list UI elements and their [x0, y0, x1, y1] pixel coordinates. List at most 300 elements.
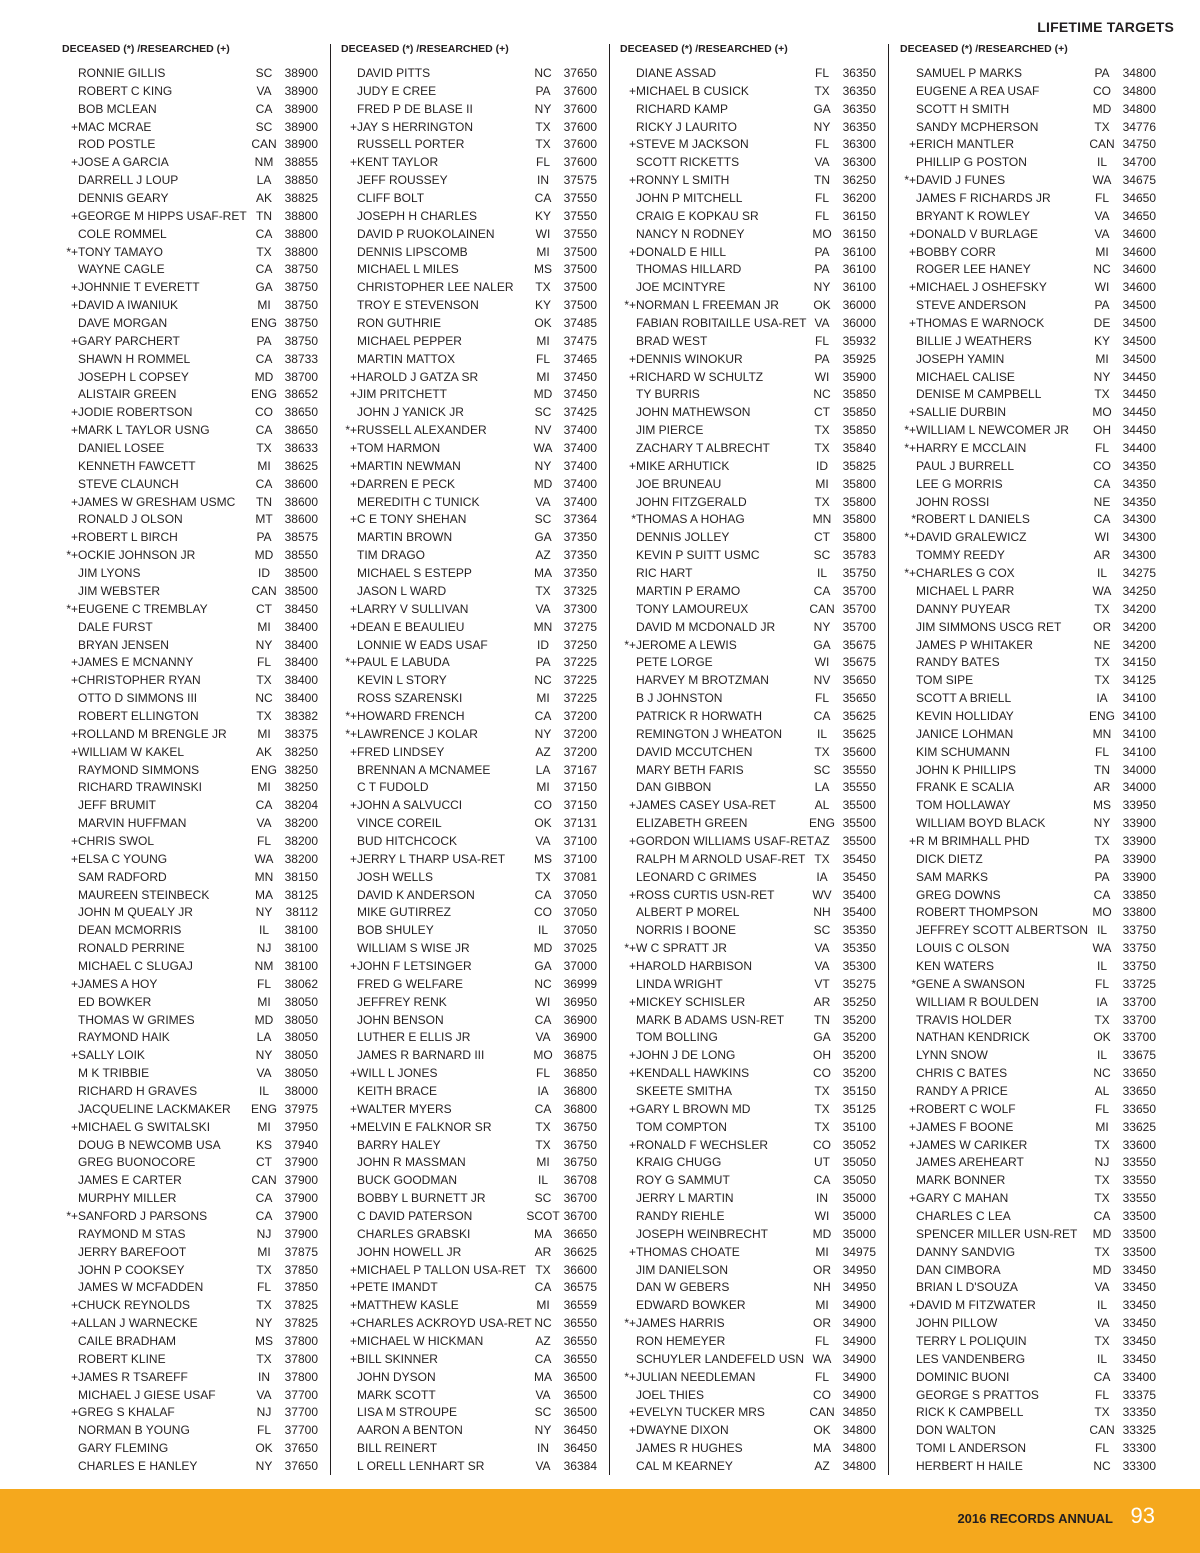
person-name: ED BOWKER: [78, 994, 152, 1009]
state-code: IA: [537, 1083, 549, 1098]
lifetime-score: 33600: [1122, 1137, 1156, 1152]
person-name: GENE A SWANSON: [916, 976, 1025, 991]
state-code: AZ: [535, 744, 551, 759]
lifetime-score: 36500: [563, 1405, 597, 1420]
state-code: DE: [1093, 316, 1111, 331]
person-name: EUGENE A REA USAF: [916, 83, 1040, 98]
lifetime-score: 38900: [284, 66, 318, 80]
status-marker: +: [70, 333, 78, 348]
person-name: W C SPRATT JR: [636, 941, 727, 956]
lifetime-score: 34800: [1122, 66, 1156, 80]
state-code: MI: [815, 476, 829, 491]
person-name: PETE IMANDT: [357, 1280, 438, 1295]
lifetime-score: 37325: [563, 583, 597, 598]
person-name: JOHN A SALVUCCI: [357, 798, 463, 813]
state-code: NH: [813, 905, 831, 920]
state-code: TX: [256, 1298, 272, 1313]
state-code: CA: [255, 423, 273, 438]
lifetime-score: 36550: [563, 1316, 597, 1331]
person-name: CAL M KEARNEY: [636, 1459, 733, 1474]
status-marker: +: [349, 744, 357, 759]
state-code: IL: [1096, 566, 1107, 581]
status-marker: *+: [66, 548, 78, 563]
lifetime-score: 33450: [1122, 1316, 1156, 1331]
status-marker: +: [70, 530, 78, 545]
state-code: NY: [255, 1316, 273, 1331]
status-marker: *+: [904, 423, 916, 438]
person-name: SALLIE DURBIN: [916, 405, 1007, 420]
status-marker: *+: [66, 601, 78, 616]
state-code: NY: [534, 458, 552, 473]
person-name: TOMI L ANDERSON: [916, 1441, 1027, 1456]
lifetime-score: 35200: [842, 1012, 876, 1027]
state-code: NJ: [256, 1405, 272, 1420]
status-marker: *+: [904, 566, 916, 581]
lifetime-score: 37950: [284, 1119, 318, 1134]
person-name: JOE BRUNEAU: [636, 476, 722, 491]
status-marker: +: [70, 280, 78, 295]
person-name: DANNY PUYEAR: [916, 601, 1011, 616]
state-code: IN: [537, 1441, 549, 1456]
lifetime-score: 38050: [284, 1030, 318, 1045]
status-marker: +: [70, 494, 78, 509]
lifetime-score: 38652: [284, 387, 318, 402]
status-marker: +: [628, 958, 636, 973]
state-code: CAN: [1089, 1423, 1115, 1438]
state-code: IL: [1096, 958, 1107, 973]
lifetime-score: 37081: [563, 869, 597, 884]
lifetime-score: 34600: [1122, 262, 1156, 277]
state-code: CA: [534, 191, 552, 206]
person-name: GREG DOWNS: [916, 887, 1001, 902]
status-marker: *: [631, 512, 636, 527]
lifetime-score: 35800: [842, 512, 876, 527]
person-name: LEE G MORRIS: [916, 476, 1003, 491]
person-name: JAMES A HOY: [78, 976, 158, 991]
lifetime-score: 36550: [563, 1334, 597, 1349]
person-name: LEONARD C GRIMES: [636, 869, 757, 884]
person-name: DENNIS JOLLEY: [636, 530, 730, 545]
person-name: SKEETE SMITHA: [636, 1083, 733, 1098]
footer-bar: [0, 1489, 1200, 1553]
lifetime-score: 37800: [284, 1369, 318, 1384]
state-code: PA: [256, 333, 272, 348]
state-code: CO: [813, 1137, 831, 1152]
lifetime-score: 34900: [842, 1369, 876, 1384]
status-marker: +: [908, 280, 916, 295]
lifetime-score: 35550: [842, 780, 876, 795]
lifetime-score: 33900: [1122, 833, 1156, 848]
person-name: MAC MCRAE: [78, 119, 152, 134]
lifetime-score: 33550: [1122, 1155, 1156, 1170]
lifetime-score: 37600: [563, 83, 597, 98]
lifetime-score: 37400: [563, 494, 597, 509]
state-code: TX: [535, 1262, 551, 1277]
person-name: CRAIG E KOPKAU SR: [636, 208, 759, 223]
lifetime-score: 36500: [563, 1387, 597, 1402]
person-name: FABIAN ROBITAILLE USA-RET: [636, 316, 807, 331]
person-name: GARY PARCHERT: [78, 333, 180, 348]
lifetime-score: 33750: [1122, 923, 1156, 938]
lifetime-score: 35100: [842, 1119, 876, 1134]
status-marker: +: [349, 387, 357, 402]
person-name: CAILE BRADHAM: [78, 1334, 177, 1349]
status-marker: +: [70, 744, 78, 759]
state-code: TX: [814, 1119, 830, 1134]
lifetime-score: 38050: [284, 1048, 318, 1063]
lifetime-score: 38900: [284, 83, 318, 98]
person-name: JOEL THIES: [636, 1387, 705, 1402]
lifetime-score: 34850: [842, 1405, 876, 1420]
status-marker: *+: [345, 655, 357, 670]
person-name: ROGER LEE HANEY: [916, 262, 1031, 277]
person-name: DOMINIC BUONI: [916, 1369, 1010, 1384]
state-code: WI: [535, 994, 551, 1009]
person-name: JOHN R MASSMAN: [357, 1155, 466, 1170]
lifetime-score: 38375: [284, 726, 318, 741]
status-marker: *+: [624, 1316, 636, 1331]
person-name: ROBERT L DANIELS: [916, 512, 1030, 527]
person-name: THOMAS E WARNOCK: [916, 316, 1045, 331]
person-name: JERRY BAREFOOT: [78, 1244, 187, 1259]
lifetime-score: 37600: [563, 137, 597, 152]
state-code: MT: [255, 512, 273, 527]
lifetime-score: 36350: [842, 66, 876, 80]
person-name: MARTIN NEWMAN: [357, 458, 461, 473]
person-name: SCOTT RICKETTS: [636, 155, 740, 170]
lifetime-score: 36999: [563, 976, 597, 991]
person-name: RICK K CAMPBELL: [916, 1405, 1024, 1420]
status-marker: +: [349, 1101, 357, 1116]
status-marker: +: [628, 137, 636, 152]
person-name: THOMAS HILLARD: [636, 262, 742, 277]
state-code: NY: [534, 726, 552, 741]
person-name: NORRIS I BOONE: [636, 923, 737, 938]
state-code: MI: [536, 369, 550, 384]
person-name: BOB SHULEY: [357, 923, 434, 938]
state-code: NY: [1093, 369, 1111, 384]
person-name: SALLY LOIK: [78, 1048, 145, 1063]
state-code: OR: [1093, 619, 1111, 634]
lifetime-score: 38750: [284, 262, 318, 277]
lifetime-score: 33300: [1122, 1441, 1156, 1456]
person-name: MELVIN E FALKNOR SR: [357, 1119, 492, 1134]
state-code: TX: [814, 851, 830, 866]
person-name: MARK B ADAMS USN-RET: [636, 1012, 785, 1027]
state-code: NC: [1093, 262, 1111, 277]
person-name: JAMES R BARNARD III: [357, 1048, 485, 1063]
state-code: VA: [814, 958, 830, 973]
lifetime-score: 38575: [284, 530, 318, 545]
state-code: TX: [814, 494, 830, 509]
lifetime-score: 37364: [563, 512, 597, 527]
state-code: CA: [255, 476, 273, 491]
state-code: CO: [1093, 458, 1111, 473]
lifetime-score: 34750: [1122, 137, 1156, 152]
state-code: FL: [814, 66, 829, 80]
column-header: DECEASED (*) /RESEARCHED (+): [620, 43, 788, 55]
person-name: BOB MCLEAN: [78, 101, 157, 116]
state-code: VA: [256, 83, 272, 98]
person-name: BRIAN L D'SOUZA: [916, 1280, 1018, 1295]
person-name: MARK BONNER: [916, 1173, 1006, 1188]
person-name: TOMMY REEDY: [916, 548, 1005, 563]
person-name: PAUL E LABUDA: [357, 655, 450, 670]
state-code: SC: [534, 405, 552, 420]
lifetime-score: 38650: [284, 405, 318, 420]
state-code: FL: [1094, 1441, 1109, 1456]
publication-label: 2016 RECORDS ANNUAL: [957, 1511, 1113, 1526]
state-code: MI: [536, 691, 550, 706]
state-code: FL: [535, 351, 550, 366]
person-name: TONY TAMAYO: [78, 244, 163, 259]
state-code: MI: [1095, 351, 1109, 366]
state-code: ENG: [250, 387, 277, 402]
person-name: DON WALTON: [916, 1423, 996, 1438]
person-name: ALLAN J WARNECKE: [78, 1316, 198, 1331]
lifetime-score: 34500: [1122, 351, 1156, 366]
person-name: MICHAEL G SWITALSKI: [78, 1119, 211, 1134]
person-name: JAMES W GRESHAM USMC: [78, 494, 236, 509]
lifetime-score: 35850: [842, 423, 876, 438]
status-marker: +: [70, 1405, 78, 1420]
state-code: FL: [1094, 441, 1109, 456]
person-name: JAMES HARRIS: [636, 1316, 725, 1331]
person-name: PAUL J BURRELL: [916, 458, 1015, 473]
person-name: JOHN J DE LONG: [636, 1048, 736, 1063]
status-marker: +: [70, 119, 78, 134]
state-code: AL: [1094, 1083, 1110, 1098]
state-code: VA: [256, 1066, 272, 1081]
lifetime-score: 35750: [842, 566, 876, 581]
lifetime-score: 35800: [842, 494, 876, 509]
state-code: TN: [256, 494, 272, 509]
state-code: NC: [1093, 1066, 1111, 1081]
state-code: TN: [256, 208, 272, 223]
state-code: MI: [257, 298, 271, 313]
state-code: IN: [258, 1369, 270, 1384]
person-name: WILLIAM R BOULDEN: [916, 994, 1039, 1009]
lifetime-score: 35900: [842, 369, 876, 384]
lifetime-score: 38900: [284, 119, 318, 134]
lifetime-score: 37875: [284, 1244, 318, 1259]
state-code: TX: [535, 137, 551, 152]
state-code: CT: [814, 530, 830, 545]
person-name: RON HEMEYER: [636, 1334, 726, 1349]
person-name: ALISTAIR GREEN: [78, 387, 177, 402]
state-code: KS: [255, 1137, 272, 1152]
person-name: MICHAEL PEPPER: [357, 333, 462, 348]
person-name: SHAWN H ROMMEL: [78, 351, 191, 366]
state-code: CA: [813, 583, 831, 598]
state-code: MA: [813, 1441, 831, 1456]
lifetime-score: 36350: [842, 101, 876, 116]
lifetime-score: 35650: [842, 673, 876, 688]
lifetime-score: 37700: [284, 1405, 318, 1420]
person-name: CHRISTOPHER RYAN: [78, 673, 201, 688]
lifetime-score: 38500: [284, 583, 318, 598]
person-name: FRED LINDSEY: [357, 744, 445, 759]
person-name: KIM SCHUMANN: [916, 744, 1011, 759]
state-code: FL: [814, 333, 829, 348]
person-name: TONY LAMOUREUX: [636, 601, 749, 616]
state-code: FL: [1094, 1387, 1109, 1402]
state-code: NC: [534, 976, 552, 991]
state-code: IL: [1096, 1298, 1107, 1313]
person-name: DONALD V BURLAGE: [916, 226, 1039, 241]
state-code: CO: [534, 798, 552, 813]
person-name: LYNN SNOW: [916, 1048, 988, 1063]
lifetime-score: 37450: [563, 369, 597, 384]
lifetime-score: 34650: [1122, 191, 1156, 206]
person-name: ROBERT ELLINGTON: [78, 708, 199, 723]
lifetime-score: 33325: [1122, 1423, 1156, 1438]
lifetime-score: 34800: [842, 1441, 876, 1456]
person-name: LOUIS C OLSON: [916, 941, 1010, 956]
state-code: VT: [814, 976, 830, 991]
state-code: AR: [1093, 780, 1111, 795]
lifetime-score: 37225: [563, 673, 597, 688]
status-marker: +: [628, 369, 636, 384]
person-name: STEVE M JACKSON: [636, 137, 749, 152]
person-name: MICHAEL L MILES: [357, 262, 459, 277]
person-name: JOHN ROSSI: [916, 494, 990, 509]
state-code: ENG: [250, 316, 277, 331]
person-name: JIM SIMMONS USCG RET: [916, 619, 1062, 634]
state-code: IL: [816, 566, 827, 581]
person-name: RICHARD H GRAVES: [78, 1083, 198, 1098]
state-code: NC: [534, 66, 552, 80]
status-marker: +: [628, 173, 636, 188]
lifetime-score: 35700: [842, 583, 876, 598]
lifetime-score: 34300: [1122, 512, 1156, 527]
person-name: DANNY SANDVIG: [916, 1244, 1016, 1259]
person-name: KENDALL HAWKINS: [636, 1066, 750, 1081]
state-code: AK: [255, 191, 272, 206]
person-name: JOHN F LETSINGER: [357, 958, 472, 973]
state-code: GA: [534, 958, 552, 973]
state-code: MI: [257, 994, 271, 1009]
state-code: TX: [256, 1262, 272, 1277]
status-marker: +: [70, 155, 78, 170]
lifetime-score: 38625: [284, 458, 318, 473]
person-name: JOHN FITZGERALD: [636, 494, 747, 509]
state-code: NJ: [256, 941, 272, 956]
state-code: MD: [254, 1012, 274, 1027]
person-name: REMINGTON J WHEATON: [636, 726, 783, 741]
lifetime-score: 37050: [563, 923, 597, 938]
status-marker: +: [349, 1334, 357, 1349]
person-name: JAMES E MCNANNY: [78, 655, 194, 670]
state-code: CA: [255, 798, 273, 813]
lifetime-score: 37150: [563, 780, 597, 795]
person-name: CHUCK REYNOLDS: [78, 1298, 191, 1313]
lifetime-score: 38125: [284, 887, 318, 902]
state-code: TX: [1094, 119, 1110, 134]
state-code: WA: [1092, 583, 1112, 598]
state-code: NC: [1093, 1459, 1111, 1474]
lifetime-score: 34776: [1122, 119, 1156, 134]
lifetime-score: 37900: [284, 1226, 318, 1241]
state-code: MA: [534, 1226, 552, 1241]
person-name: RAYMOND SIMMONS: [78, 762, 200, 777]
person-name: BILL REINERT: [357, 1441, 438, 1456]
state-code: NV: [813, 673, 831, 688]
person-name: ROBERT L BIRCH: [78, 530, 178, 545]
person-name: HOWARD FRENCH: [357, 708, 465, 723]
lifetime-score: 34600: [1122, 226, 1156, 241]
lifetime-score: 33900: [1122, 869, 1156, 884]
person-name: M K TRIBBIE: [78, 1066, 150, 1081]
lifetime-score: 37300: [563, 601, 597, 616]
lifetime-score: 37700: [284, 1387, 318, 1402]
status-marker: +: [908, 316, 916, 331]
lifetime-score: 35700: [842, 601, 876, 616]
lifetime-score: 33450: [1122, 1298, 1156, 1313]
state-code: MD: [254, 369, 274, 384]
state-code: LA: [535, 762, 551, 777]
state-code: GA: [813, 637, 831, 652]
state-code: TX: [535, 1137, 551, 1152]
person-name: LONNIE W EADS USAF: [357, 637, 488, 652]
state-code: TX: [1094, 673, 1110, 688]
person-name: DAVID K ANDERSON: [357, 887, 475, 902]
status-marker: +: [628, 1048, 636, 1063]
person-name: JEFFREY RENK: [357, 994, 447, 1009]
lifetime-score: 35500: [842, 798, 876, 813]
state-code: MI: [257, 726, 271, 741]
lifetime-score: 36750: [563, 1155, 597, 1170]
state-code: FL: [1094, 1101, 1109, 1116]
state-code: TX: [1094, 1173, 1110, 1188]
lifetime-score: 36450: [563, 1441, 597, 1456]
person-name: BILLIE J WEATHERS: [916, 333, 1032, 348]
state-code: TX: [535, 869, 551, 884]
lifetime-score: 38700: [284, 369, 318, 384]
person-name: CHRIS C BATES: [916, 1066, 1008, 1081]
state-code: PA: [814, 262, 830, 277]
lifetime-score: 33900: [1122, 816, 1156, 831]
state-code: IL: [1096, 1351, 1107, 1366]
lifetime-score: 33550: [1122, 1191, 1156, 1206]
state-code: CA: [255, 226, 273, 241]
person-name: TOM BOLLING: [636, 1030, 718, 1045]
lifetime-score: 34500: [1122, 316, 1156, 331]
person-name: NORMAN L FREEMAN JR: [636, 298, 779, 313]
state-code: SCOT: [526, 1209, 560, 1223]
lifetime-score: 38750: [284, 333, 318, 348]
state-code: TX: [1094, 833, 1110, 848]
status-marker: *+: [345, 726, 357, 741]
lifetime-score: 36750: [563, 1137, 597, 1152]
person-name: ELIZABETH GREEN: [636, 816, 748, 831]
person-name: RAYMOND M STAS: [78, 1226, 186, 1241]
state-code: TX: [256, 1351, 272, 1366]
state-code: NY: [813, 119, 831, 134]
status-marker: +: [908, 137, 916, 152]
state-code: CT: [256, 1155, 272, 1170]
person-name: DIANE ASSAD: [636, 66, 717, 80]
lifetime-score: 34800: [842, 1459, 876, 1474]
state-code: MD: [1092, 1262, 1112, 1277]
lifetime-score: 36850: [563, 1066, 597, 1081]
state-code: MA: [534, 566, 552, 581]
lifetime-score: 37900: [284, 1173, 318, 1188]
state-code: FL: [256, 976, 271, 991]
state-code: ENG: [1088, 708, 1115, 723]
state-code: UT: [814, 1155, 830, 1170]
status-marker: +: [70, 1316, 78, 1331]
